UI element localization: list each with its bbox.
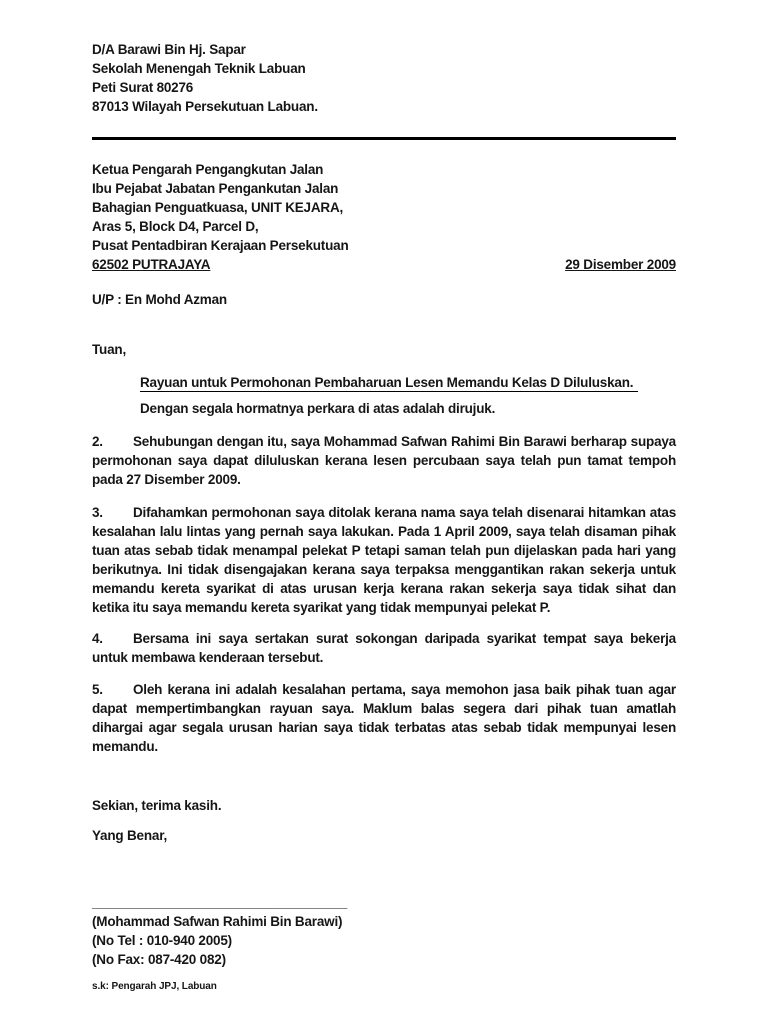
cc-line: s.k: Pengarah JPJ, Labuan xyxy=(92,981,217,992)
recipient-address-block xyxy=(92,160,676,274)
sender-address-line: D/A Barawi Bin Hj. Sapar xyxy=(92,42,246,57)
paragraph-text: Difahamkan permohonan saya ditolak kerana nama saya telah disenarai hitamkan atas kesalahan lalu lintas yang pernah saya lakukan. Pada 1 April 2009, saya telah disaman pihak tuan atas sebab tidak menampal pelekat P tetapi saman telah pun dijelaskan pada hari yang berikutnya. Ini tidak disengajakan kerana saya terpaksa menggantikan rakan sekerja untuk memandu kereta syarikat di atas urusan kerja kerana rakan sekerja saya tidak sihat dan ketika itu saya memandu kereta syarikat yang tidak mempunyai pelekat P. xyxy=(92,505,676,615)
paragraph-text: Bersama ini saya sertakan surat sokongan daripada syarikat tempat saya bekerja untuk membawa kenderaan tersebut. xyxy=(92,631,676,665)
paragraph-5 xyxy=(92,680,676,756)
intro-line: Dengan segala hormatnya perkara di atas adalah dirujuk. xyxy=(140,401,496,416)
header-divider xyxy=(92,137,676,140)
paragraph-number: 3. xyxy=(92,505,103,520)
paragraph-number: 2. xyxy=(92,434,103,449)
recipient-address-line: Ibu Pejabat Jabatan Pengankutan Jalan xyxy=(92,181,339,196)
paragraph-number: 5. xyxy=(92,682,103,697)
paragraph-text: Sehubungan dengan itu, saya Mohammad Safwan Rahimi Bin Barawi berharap supaya permohonan saya dapat diluluskan kerana lesen percubaan saya telah pun tamat tempoh pada 27 Disember 2009. xyxy=(92,434,676,487)
paragraph-number: 4. xyxy=(92,631,103,646)
letter-date: 29 Disember 2009 xyxy=(565,257,676,272)
sender-address-line: Peti Surat 80276 xyxy=(92,80,194,95)
signatory-fax: (No Fax: 087-420 082) xyxy=(92,952,226,967)
subject-line-wrap xyxy=(140,373,676,392)
subject-line: Rayuan untuk Permohonan Pembaharuan Lesen Memandu Kelas D Diluluskan. xyxy=(140,375,638,392)
attention-line: U/P : En Mohd Azman xyxy=(92,292,227,307)
signature-line: __________________________________ xyxy=(92,895,348,910)
sender-address-line: 87013 Wilayah Persekutuan Labuan. xyxy=(92,99,318,114)
recipient-address-line: Aras 5, Block D4, Parcel D, xyxy=(92,219,259,234)
signatory-name: (Mohammad Safwan Rahimi Bin Barawi) xyxy=(92,914,343,929)
recipient-city: 62502 PUTRAJAYA xyxy=(92,257,211,272)
closing-line: Sekian, terima kasih. xyxy=(92,798,222,813)
sign-off: Yang Benar, xyxy=(92,828,168,843)
recipient-address-line: Bahagian Penguatkuasa, UNIT KEJARA, xyxy=(92,200,344,215)
recipient-address-line: Pusat Pentadbiran Kerajaan Persekutuan xyxy=(92,238,349,253)
paragraph-4 xyxy=(92,629,676,667)
signatory-tel: (No Tel : 010-940 2005) xyxy=(92,933,232,948)
sender-address-line: Sekolah Menengah Teknik Labuan xyxy=(92,61,306,76)
sender-address-block xyxy=(92,40,676,116)
paragraph-text: Oleh kerana ini adalah kesalahan pertama, saya memohon jasa baik pihak tuan agar dapat mempertimbangkan rayuan saya. Maklum balas segera dari pihak tuan amatlah dihargai agar segala urusan harian saya tidak terbatas atas sebab tidak mempunyai lesen memandu. xyxy=(92,682,676,754)
recipient-address-line: Ketua Pengarah Pengangkutan Jalan xyxy=(92,162,324,177)
paragraph-2 xyxy=(92,432,676,489)
paragraph-3 xyxy=(92,503,676,617)
salutation: Tuan, xyxy=(92,342,126,357)
city-date-row xyxy=(92,255,676,274)
signatory-block xyxy=(92,912,676,969)
